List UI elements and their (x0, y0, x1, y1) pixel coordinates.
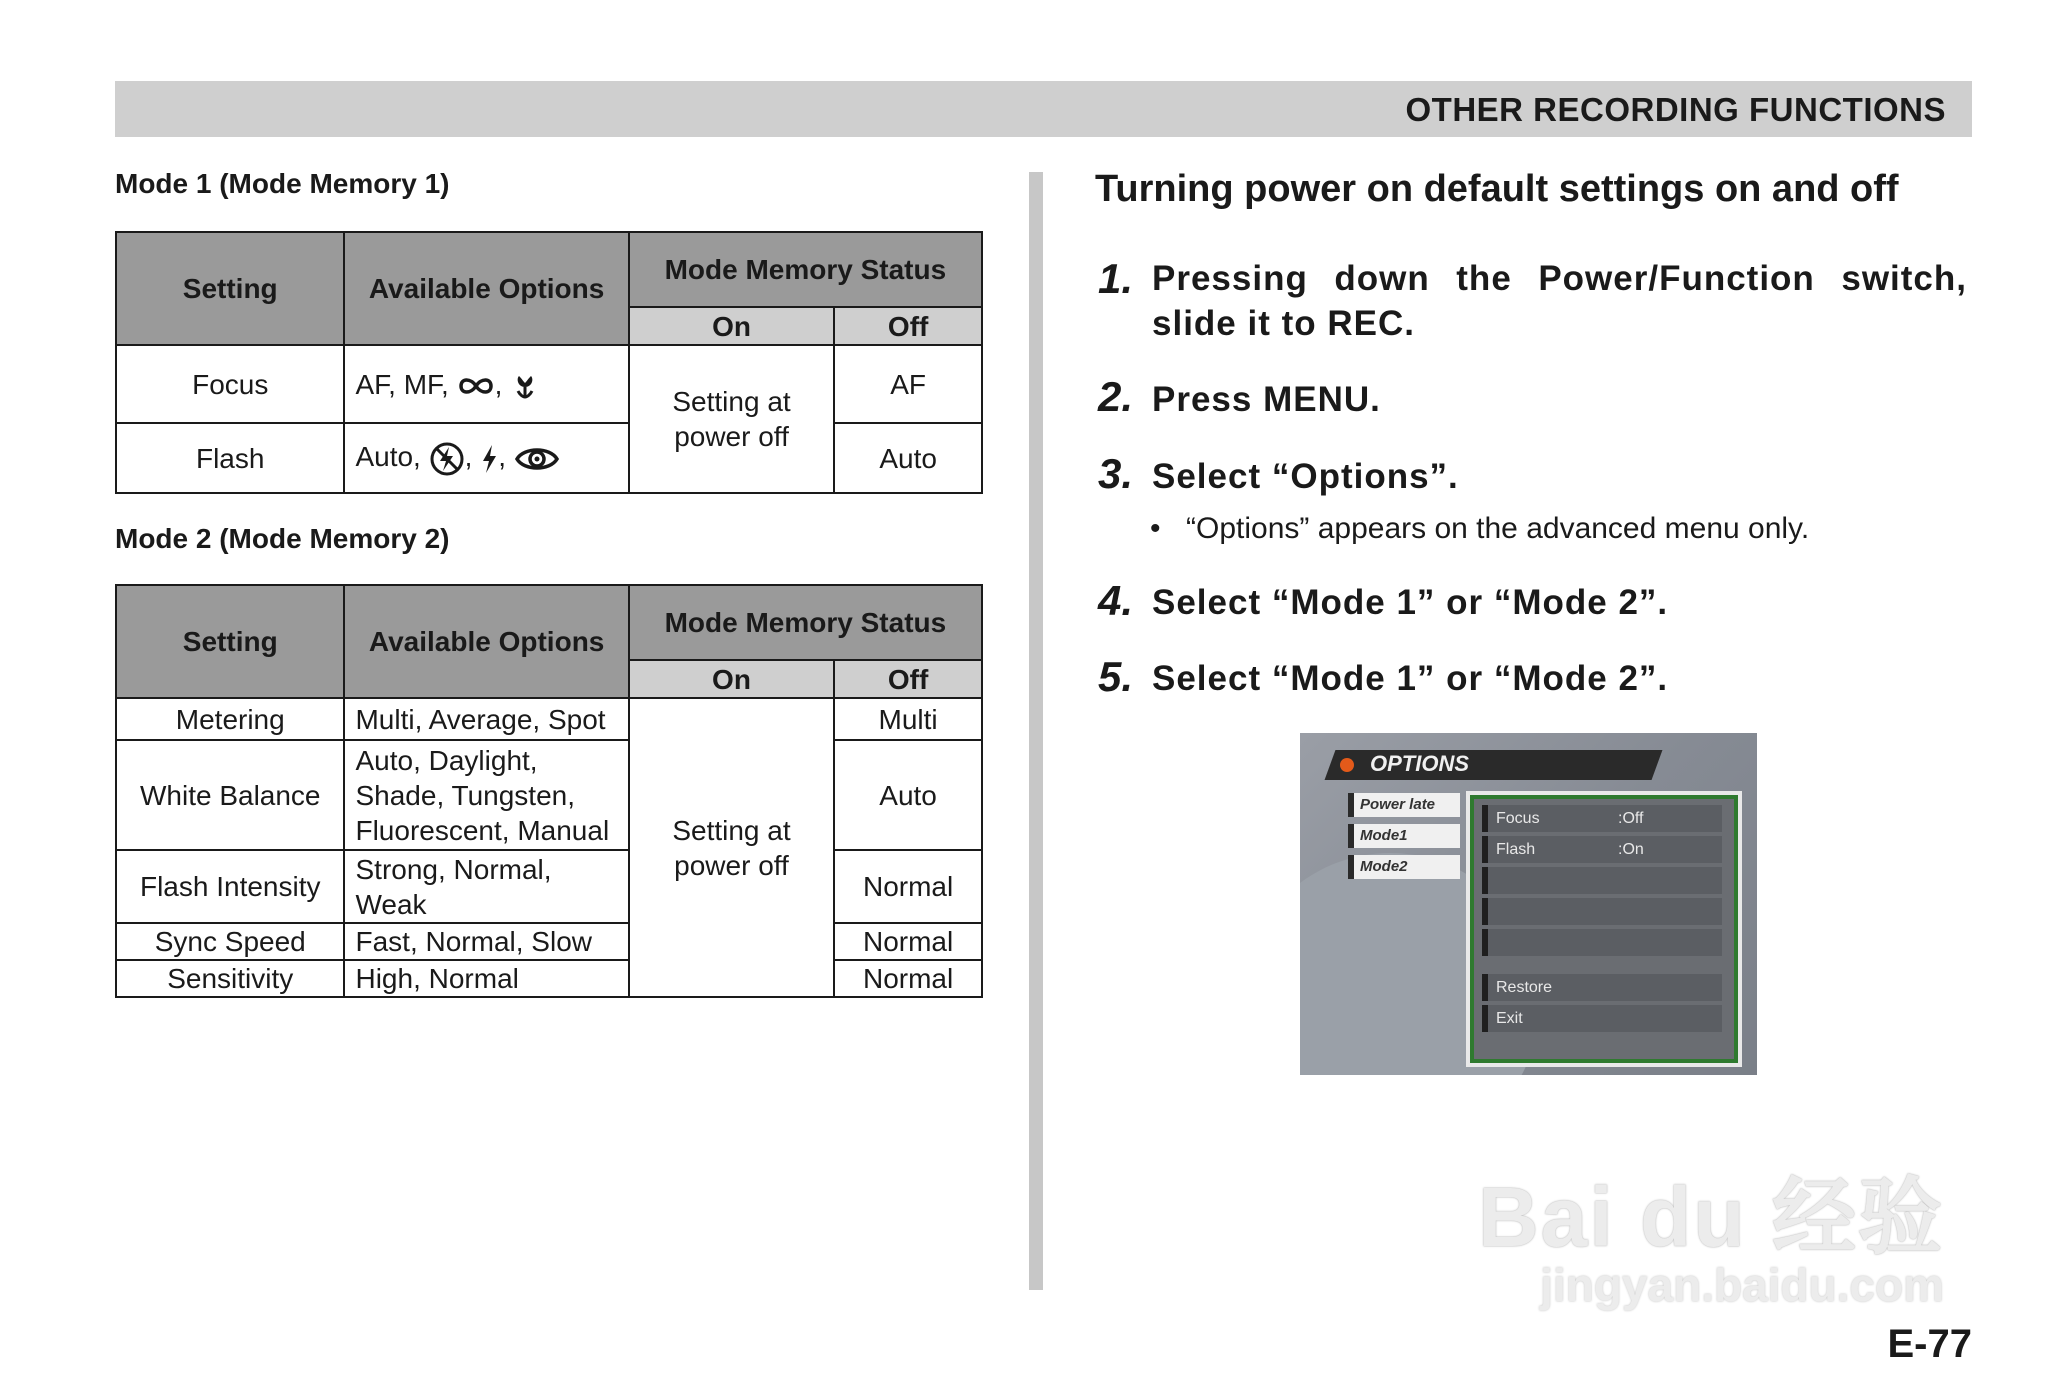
mode2-table (115, 584, 983, 998)
options-text: Auto, (355, 441, 429, 473)
options-cell: Strong, Normal, Weak (344, 850, 628, 923)
options-cell: Auto, Daylight, Shade, Tungsten, Fluorescent, Manual (344, 740, 628, 850)
flash-on-icon (480, 443, 498, 475)
table-row (116, 740, 982, 850)
options-cell: Fast, Normal, Slow (344, 923, 628, 960)
step-number: 2. (1098, 373, 1134, 420)
on-value-cell: Setting at power off (629, 345, 835, 493)
section-title: OTHER RECORDING FUNCTIONS (1405, 91, 1946, 128)
screen-row-value: :On (1618, 841, 1644, 858)
setting-cell: Flash Intensity (116, 850, 344, 923)
mode2-col-on: On (629, 660, 834, 698)
table-row (116, 923, 982, 960)
screen-row (1482, 929, 1722, 956)
options-cell: High, Normal (344, 960, 628, 997)
step-text: Select “Options”. (1152, 457, 1459, 496)
mode2-heading: Mode 2 (Mode Memory 2) (115, 523, 450, 554)
options-cell: Auto, , , (344, 423, 628, 493)
step-text: Press MENU. (1152, 380, 1381, 419)
mode1-heading: Mode 1 (Mode Memory 1) (115, 168, 450, 199)
macro-flower-icon (510, 371, 540, 401)
setting-cell: Focus (116, 345, 344, 423)
table-row (116, 345, 982, 423)
step-number: 3. (1098, 450, 1134, 497)
red-eye-icon (514, 444, 560, 474)
off-cell: Normal (834, 923, 982, 960)
off-cell: Normal (834, 960, 982, 997)
mode2-col-options: Available Options (344, 585, 628, 698)
column-divider (1029, 172, 1043, 1290)
screen-settings-panel (1470, 795, 1738, 1063)
bullet-mark: • (1150, 512, 1161, 545)
off-cell: Auto (834, 740, 982, 850)
screen-row-value: :Off (1618, 810, 1644, 827)
step-text: Select “Mode 1” or “Mode 2”. (1152, 583, 1669, 622)
page-number: E-77 (1887, 1322, 1972, 1366)
off-cell: Auto (834, 423, 982, 493)
mode2-col-off: Off (834, 660, 982, 698)
infinity-icon (457, 374, 495, 398)
mode1-col-setting: Setting (116, 232, 344, 345)
options-cell: Multi, Average, Spot (344, 698, 628, 740)
screen-tab: Mode1 (1348, 824, 1460, 848)
setting-cell: Metering (116, 698, 344, 740)
screen-row-label: Focus (1496, 810, 1540, 827)
section-heading: Turning power on default settings on and off (1095, 168, 1899, 210)
mode1-col-off: Off (834, 307, 982, 345)
watermark-url: jingyan.baidu.com (1540, 1259, 1944, 1311)
screen-row (1482, 836, 1722, 863)
screen-row (1482, 805, 1722, 832)
bullet-note: “Options” appears on the advanced menu only. (1186, 512, 1810, 545)
step-number: 5. (1098, 653, 1134, 700)
step-text: Select “Mode 1” or “Mode 2”. (1152, 659, 1669, 698)
table-row (116, 698, 982, 740)
mode1-col-status: Mode Memory Status (629, 232, 982, 307)
setting-cell: Flash (116, 423, 344, 493)
camera-options-screen (1300, 733, 1757, 1075)
options-cell: AF, MF, , (344, 345, 628, 423)
screen-row (1482, 1005, 1722, 1032)
header-band (115, 81, 1972, 137)
step-number: 1. (1098, 255, 1134, 302)
options-text: AF, MF, (355, 368, 457, 400)
screen-row (1482, 898, 1722, 925)
screen-row-label: Restore (1496, 979, 1553, 996)
mode2-col-status: Mode Memory Status (629, 585, 982, 660)
screen-tab: Power late (1348, 793, 1460, 817)
step-number: 4. (1098, 577, 1134, 624)
on-value-cell: Setting at power off (629, 698, 834, 997)
flash-off-icon (429, 441, 465, 477)
screen-row (1482, 974, 1722, 1001)
table-row (116, 850, 982, 923)
screen-row-label: Exit (1496, 1010, 1523, 1027)
menu-dot-icon (1340, 758, 1354, 772)
off-cell: Normal (834, 850, 982, 923)
step-text: Pressing down the Power/Function switch, slide it to REC. (1152, 259, 1967, 343)
watermark-brand: Bai du 经验 (1477, 1170, 1944, 1264)
mode2-col-setting: Setting (116, 585, 344, 698)
screen-title: OPTIONS (1370, 751, 1470, 776)
screen-tab: Mode2 (1348, 855, 1460, 879)
setting-cell: Sensitivity (116, 960, 344, 997)
table-row (116, 423, 982, 493)
mode1-table (115, 231, 983, 494)
screen-row-label: Flash (1496, 841, 1536, 858)
table-row (116, 960, 982, 997)
mode1-col-options: Available Options (344, 232, 628, 345)
setting-cell: Sync Speed (116, 923, 344, 960)
off-cell: AF (834, 345, 982, 423)
setting-cell: White Balance (116, 740, 344, 850)
screen-row (1482, 867, 1722, 894)
mode1-col-on: On (629, 307, 835, 345)
off-cell: Multi (834, 698, 982, 740)
